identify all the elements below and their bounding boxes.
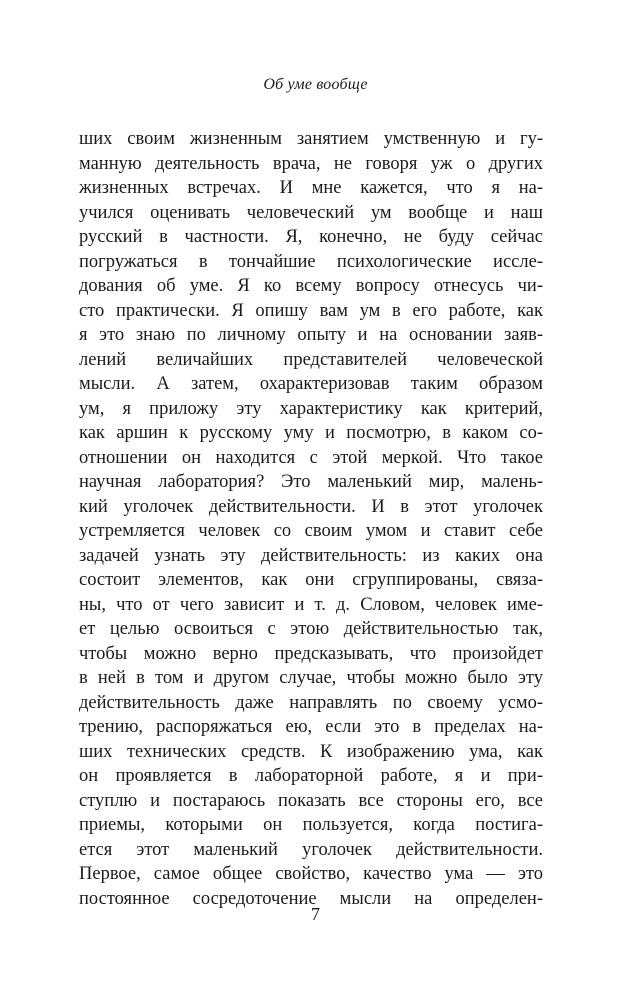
text-line: устремляется человек со своим умом и ставит себе [79, 521, 543, 541]
text-line: постоянное сосредоточение мысли на определен- [79, 888, 543, 909]
text-line: в ней в том и другом случае, чтобы можно было эту [79, 668, 543, 688]
text-line: я это знаю по личному опыту и на основании заяв- [79, 325, 543, 345]
text-line: русский в частности. Я, конечно, не буду сейчас [79, 227, 543, 247]
text-line: ет целью освоиться с этою действительностью так, [79, 619, 543, 639]
text-line: дования об уме. Я ко всему вопросу отнесусь чи- [79, 276, 543, 296]
running-head: Об уме вообще [263, 76, 368, 93]
text-line: он проявляется в лабораторной работе, я и при- [79, 766, 543, 786]
text-line: состоит элементов, как они сгруппированы, связа- [79, 570, 543, 590]
text-line: Первое, самое общее свойство, качество ума — это [79, 864, 543, 884]
text-line: учился оценивать человеческий ум вообще и наш [79, 202, 543, 223]
text-line: погружаться в тончайшие психологические иссле- [79, 251, 543, 272]
text-line: ны, что от чего зависит и т. д. Словом, человек име- [79, 594, 543, 615]
text-line: отношении он находится с этой меркой. Что такое [79, 447, 543, 468]
text-line: чтобы можно верно предсказывать, что произойдет [79, 643, 543, 664]
text-line: научная лаборатория? Это маленький мир, малень- [79, 472, 543, 492]
text-line: жизненных встречах. И мне кажется, что я на- [79, 178, 543, 198]
text-line: мысли. А затем, охарактеризовав таким образом [79, 374, 543, 394]
text-line: задачей узнать эту действительность: из каких она [79, 545, 543, 566]
text-line: кий уголочек действительности. И в этот уголочек [79, 496, 543, 517]
text-line: действительность даже направлять по своему усмо- [79, 692, 543, 713]
text-line: трению, распоряжаться ею, если это в пределах на- [79, 717, 543, 737]
text-line: манную деятельность врача, не говоря уж о других [79, 153, 543, 174]
page-number: 7 [311, 904, 320, 924]
text-line: ших своим жизненным занятием умственную и гу- [79, 129, 543, 149]
text-line: лений величайших представителей человеческой [79, 349, 543, 370]
text-line: ум, я приложу эту характеристику как критерий, [79, 398, 543, 419]
text-line: сто практически. Я опишу вам ум в его работе, как [79, 300, 543, 321]
text-line: приемы, которыми он пользуется, когда постига- [79, 815, 543, 835]
text-line: как аршин к русскому уму и посмотрю, в каком со- [79, 423, 543, 443]
text-line: ступлю и постараюсь показать все стороны его, все [79, 790, 543, 811]
text-line: ших технических средств. К изображению ума, как [79, 741, 543, 762]
text-line: ется этот маленький уголочек действительности. [79, 839, 543, 860]
body-text [79, 127, 543, 911]
